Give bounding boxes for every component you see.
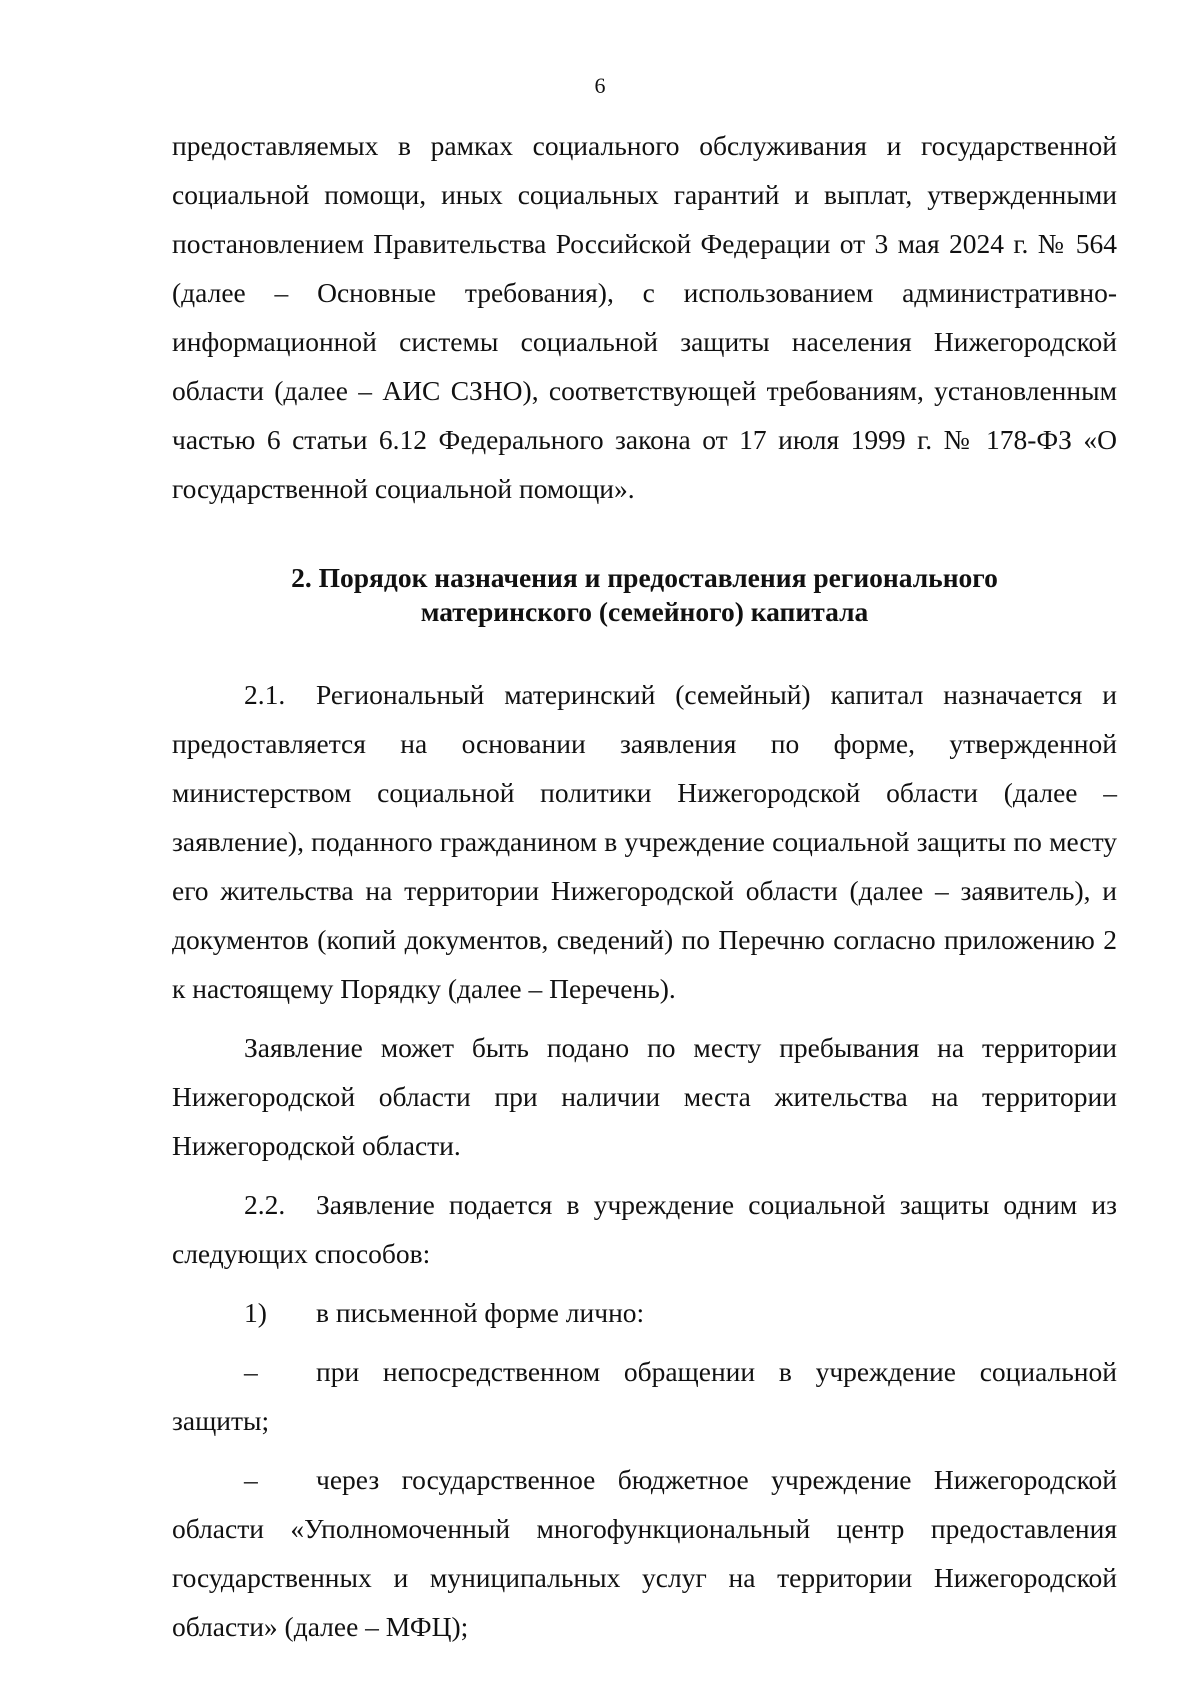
section-heading <box>172 561 1117 629</box>
dash-marker: – <box>244 1464 258 1495</box>
dash-item-1 <box>172 1347 1117 1445</box>
paragraph-residence: Заявление может быть подано по месту пребывания на территории Нижегородской области при наличии места жительства на территории Нижегородской области. <box>172 1032 1117 1161</box>
dash-item-text: через государственное бюджетное учреждение Нижегородской области «Уполномоченный многофункциональный центр предоставления государственных и муниципальных услуг на территории Нижегородской области» (далее – МФЦ); <box>172 1464 1117 1642</box>
paragraph-number: 2.1. <box>244 679 286 710</box>
dash-item-2 <box>172 1455 1117 1651</box>
paragraph-text: Заявление подается в учреждение социальной защиты одним из следующих способов: <box>172 1189 1117 1269</box>
dash-marker: – <box>244 1356 258 1387</box>
list-marker: 1) <box>244 1297 267 1328</box>
paragraph-2-1 <box>172 670 1117 1013</box>
document-body <box>172 121 1117 1651</box>
section-heading-line-2: материнского (семейного) капитала <box>420 596 869 627</box>
list-item-1 <box>172 1288 1117 1337</box>
page-number: 6 <box>594 73 606 98</box>
list-item-text: в письменной форме лично: <box>316 1297 645 1328</box>
dash-item-text: при непосредственном обращении в учреждение социальной защиты; <box>172 1356 1117 1436</box>
paragraph-2-2 <box>172 1180 1117 1278</box>
paragraph-number: 2.2. <box>244 1189 286 1220</box>
section-heading-line-1: 2. Порядок назначения и предоставления регионального <box>291 562 998 593</box>
intro-paragraph: предоставляемых в рамках социального обслуживания и государственной социальной помощи, иных социальных гарантий и выплат, утвержденными постановлением Правительства Российской Федерации от 3 мая 2024 г. № 564 (далее – Основные требования), с использованием административно-информационной системы социальной защиты населения Нижегородской области (далее – АИС СЗНО), соответствующей требованиям, установленным частью 6 статьи 6.12 Федерального закона от 17 июля 1999 г. № 178-ФЗ «О государственной социальной помощи». <box>172 130 1117 504</box>
paragraph-text: Региональный материнский (семейный) капитал назначается и предоставляется на основании заявления по форме, утвержденной министерством социальной политики Нижегородской области (далее – заявление), поданного гражданином в учреждение социальной защиты по месту его жительства на территории Нижегородской области (далее – заявитель), и документов (копий документов, сведений) по Перечню согласно приложению 2 к настоящему Порядку (далее – Перечень). <box>172 679 1117 1004</box>
